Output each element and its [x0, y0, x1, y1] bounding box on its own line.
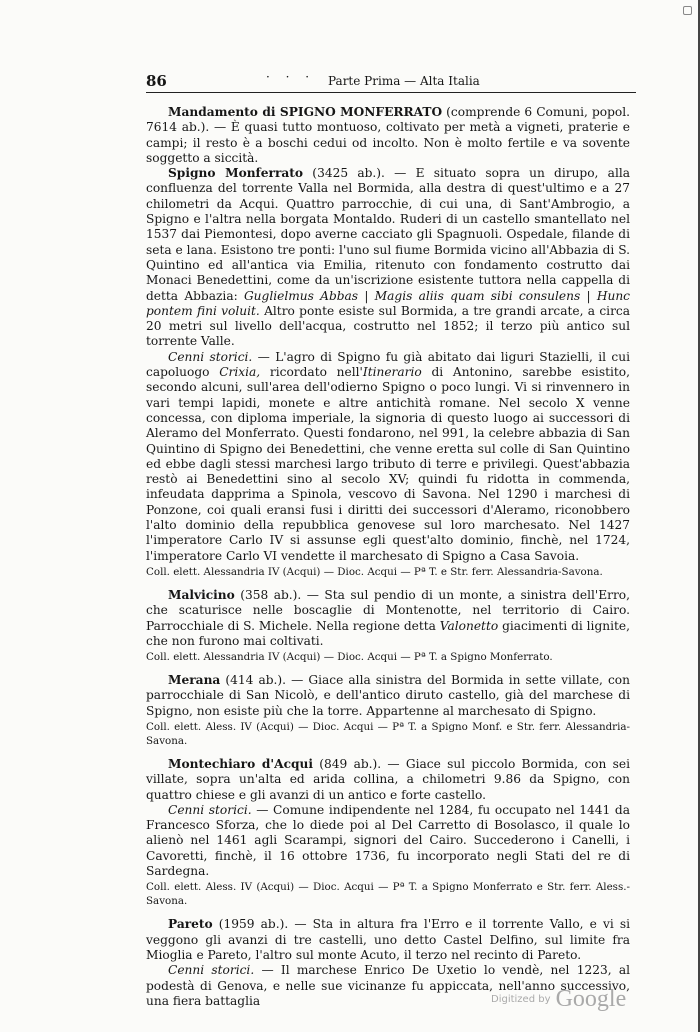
entry-paragraph [146, 166, 630, 350]
gazetteer-entry [146, 105, 630, 579]
body-text: (358 ab.). — Sta sul pendio di un monte, a sinistra dell'Erro, che scaturisce nelle boscaglie di Montenotte, nel territorio di Cairo. Parrocchiale di S. Michele. Nella regione detta [146, 587, 630, 633]
body-text: — L'agro di Spigno fu già abitato dai liguri Stazielli, il cui capoluogo [146, 349, 630, 380]
body-text: (849 ab.). — Giace sul piccolo Bormida, con sei villate, sopra un'alta ed arida collina, a chilometri 9.86 da Spigno, con quattro chiese e gli avanzi di un antico e forte castello. [146, 756, 630, 802]
italic-text: Cenni storici. [168, 963, 255, 978]
entry-paragraph [146, 917, 630, 963]
entry-paragraph [146, 105, 630, 166]
body-text: ricordato nell' [260, 365, 363, 380]
body-text: giacimenti di lignite, che non furono mai coltivati. [146, 618, 630, 648]
running-title: Parte Prima — Alta Italia [328, 74, 480, 88]
page-number: 86 [146, 72, 167, 90]
page-header [146, 70, 636, 93]
gazetteer-entry [146, 757, 630, 908]
watermark-prefix: Digitized by [491, 994, 551, 1005]
italic-text: Crixia, [219, 365, 261, 380]
body-text: (comprende 6 Comuni, popol. 7614 ab.). — È quasi tutto montuoso, coltivato per metà a vigneti, praterie e campi; il resto è a boschi cedui od incolto. Non è molto fertile e va sovente soggetto a siccità. [146, 105, 630, 165]
page-body [146, 105, 630, 1009]
entry-heading: Pareto [168, 917, 213, 932]
entry-heading: Malvicino [168, 587, 235, 602]
electoral-info: Coll. elett. Aless. IV (Acqui) — Dioc. Acqui — Pª T. a Spigno Monferrato e Str. ferr. Aless.-Savona. [146, 881, 630, 908]
italic-text: Itinerario [362, 365, 422, 380]
body-text: di Antonino, sarebbe esistito, secondo alcuni, sull'area dell'odierno Spigno o poco lungi. Vi si rinvennero in vari tempi lapidi, monete e altre antichità romane. Nel secolo X venne concessa, con diploma imperiale, la signoria di questo luogo ai successori di Aleramo del Monferrato. Questi fondarono, nel 991, la celebre abbazia di San Quintino di Spigno dei Benedettini, che venne eretta sul colle di San Quintino ed ebbe dagli stessi marchesi largo tributo di terre e privilegi. Quest'abbazia restò ai Benedettini sino al secolo XV; quindi fu ridotta in commenda, infeudata dapprima a Spinola, vescovo di Savona. Nel 1290 i marchesi di Ponzone, coi quali eransi fusi i diritti dei successori d'Aleramo, riconobbero l'alto dominio della repubblica genovese sul loro marchesato. Nel 1427 l'imperatore Carlo IV si assunse egli quest'alto dominio, finchè, nel 1724, l'imperatore Carlo VI vendette il marchesato di Spigno a Casa Savoia. [146, 365, 630, 563]
entry-heading: Mandamento di SPIGNO MONFERRATO [168, 105, 443, 119]
gazetteer-entry [146, 673, 630, 748]
entry-paragraph [146, 757, 630, 803]
body-text: — Comune indipendente nel 1284, fu occupato nel 1441 da Francesco Sforza, che lo diede poi al Del Carretto di Bosolasco, il quale lo alienò nel 1461 agli Scarampi, signori del Cairo. Succederono i Canelli, i Cavoretti, finchè, il 16 ottobre 1736, fu incorporato negli Stati del re di Sardegna. [146, 802, 630, 879]
body-text: — Il marchese Enrico De Uxetio lo vendè, nel 1223, al podestà di Genova, e nelle sue vicinanze fu appiccata, nell'anno successivo, una fiera battaglia [146, 963, 630, 1008]
header-dots: · · · [266, 70, 316, 84]
corner-mark-icon [683, 6, 692, 15]
gazetteer-entry [146, 588, 630, 664]
google-watermark [491, 986, 626, 1013]
italic-text: Guglielmus Abbas | Magis aliis quam sibi consulens | Hunc pontem fini voluit. [146, 288, 630, 318]
electoral-info: Coll. elett. Aless. IV (Acqui) — Dioc. Acqui — Pª T. a Spigno Monf. e Str. ferr. Alessandria-Savona. [146, 720, 630, 747]
italic-text: Valonetto [439, 618, 499, 633]
watermark-brand: Google [555, 986, 627, 1012]
italic-text: Cenni storici. [168, 349, 253, 364]
entry-paragraph [146, 673, 630, 719]
italic-text: Cenni storici. [168, 802, 252, 817]
entry-heading: Montechiaro d'Acqui [168, 756, 314, 771]
entry-paragraph [146, 588, 630, 649]
body-text: Altro ponte esiste sul Bormida, a tre grandi arcate, a circa 20 metri sul livello dell'acqua, costrutto nel 1852; il terzo più antico sul torrente Valle. [146, 303, 630, 349]
electoral-info: Coll. elett. Alessandria IV (Acqui) — Dioc. Acqui — Pª T. e Str. ferr. Alessandria-Savona. [146, 565, 603, 578]
entry-paragraph [146, 803, 630, 879]
entry-paragraph [146, 350, 630, 564]
electoral-info: Coll. elett. Alessandria IV (Acqui) — Dioc. Acqui — Pª T. a Spigno Monferrato. [146, 651, 553, 664]
entry-heading: Merana [168, 673, 221, 688]
body-text: (1959 ab.). — Sta in altura fra l'Erro e il torrente Vallo, e vi si veggono gli avanzi di tre castelli, uno detto Castel Delfino, sul limite fra Mioglia e Pareto, l'altro sul monte Acuto, il terzo nel recinto di Pareto. [146, 917, 630, 962]
body-text: (3425 ab.). — E situato sopra un dirupo, alla confluenza del torrente Valla nel Bormida, alla destra di quest'ultimo e a 27 chilometri da Acqui. Quattro parrocchie, di cui una, di Sant'Ambrogio, a Spigno e l'altra nella borgata Montaldo. Ruderi di un castello smantellato nel 1537 dai Piemontesi, dopo averne cacciato gli Spagnuoli. Ospedale, filande di seta e lana. Esistono tre ponti: l'uno sul fiume Bormida vicino all'Abbazia di S. Quintino ed all'antica via Emilia, ritenuto con fondamento costrutto dai Monaci Benedettini, come da un'iscrizione esistente tuttora nella cappella di detta Abbazia: [146, 166, 631, 303]
body-text: (414 ab.). — Giace alla sinistra del Bormida in sette villate, con parrocchiale di San Nicolò, e dell'antico diruto castello, già del marchese di Spigno, non esiste più che la torre. Appartenne al marchesato di Spigno. [146, 673, 630, 718]
entry-heading: Spigno Monferrato [168, 166, 304, 181]
